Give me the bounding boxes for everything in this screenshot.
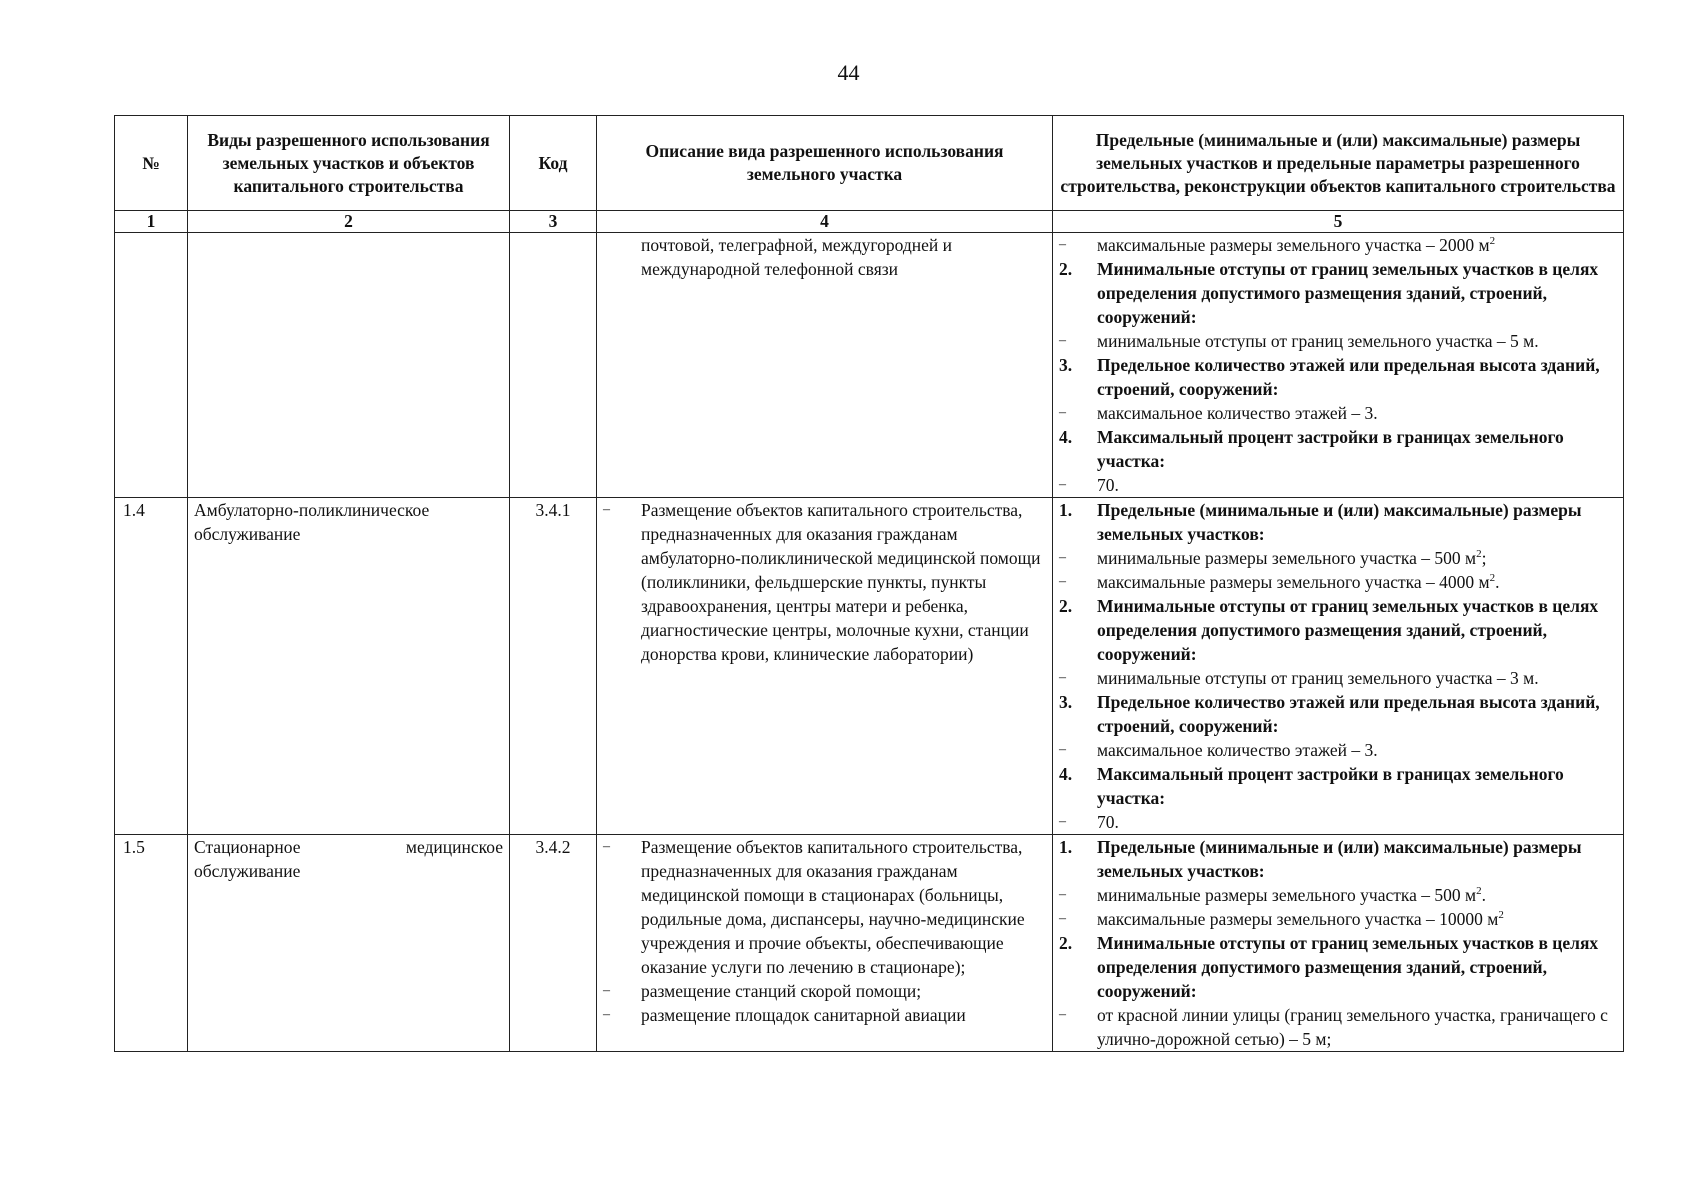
list-text xyxy=(1097,810,1617,834)
list-marker: – xyxy=(1059,550,1066,565)
list-marker: – xyxy=(603,502,610,517)
limit-item xyxy=(1059,835,1617,883)
list-marker: 1. xyxy=(1059,837,1073,857)
row-number: 1.4 xyxy=(115,498,188,835)
list-text-body: Предельное количество этажей или предельная высота зданий, строений, сооружений: xyxy=(1097,692,1600,736)
list-text xyxy=(1097,570,1617,594)
list-marker: – xyxy=(1059,911,1066,926)
list-text xyxy=(1097,257,1617,329)
superscript: 2 xyxy=(1489,572,1496,585)
list-text-body: Предельное количество этажей или предельная высота зданий, строений, сооружений: xyxy=(1097,355,1600,399)
limit-item xyxy=(1059,883,1617,907)
land-use-kind: Стационарное медицинское обслуживание xyxy=(188,835,510,1052)
list-text-body: Минимальные отступы от границ земельных участков в целях определения допустимого размещения зданий, строений, сооружений: xyxy=(1097,259,1599,327)
list-marker: 4. xyxy=(1059,764,1073,784)
list-marker: 2. xyxy=(1059,933,1073,953)
superscript: 2 xyxy=(1476,548,1482,561)
land-use-limits xyxy=(1053,498,1624,835)
limit-item xyxy=(1059,666,1617,690)
list-marker: 1. xyxy=(1059,500,1073,520)
list-text-body: максимальное количество этажей – 3. xyxy=(1097,403,1378,423)
list-marker: – xyxy=(603,1007,610,1022)
list-text xyxy=(1097,425,1617,473)
list-text-body: минимальные размеры земельного участка – 500 м xyxy=(1097,548,1477,568)
limit-item xyxy=(1059,738,1617,762)
list-text-body: Размещение объектов капитального строительства, предназначенных для оказания гражданам амбулаторно-поликлинической медицинской помощи (поликлиники, фельдшерские пункты, пункты здравоохранения, центры матери и ребенка, диагностические центры, молочные кухни, станции донорства крови, клинические лаборатории) xyxy=(641,500,1041,664)
list-text xyxy=(641,1003,1046,1027)
limit-item xyxy=(1059,233,1617,257)
list-marker: – xyxy=(1059,742,1066,757)
description-item xyxy=(603,498,1046,666)
list-text-body: Предельные (минимальные и (или) максимальные) размеры земельных участков: xyxy=(1097,837,1582,881)
table-row xyxy=(115,498,1624,835)
list-text-body: размещение станций скорой помощи; xyxy=(641,981,922,1001)
list-text xyxy=(1097,738,1617,762)
list-text-body: максимальные размеры земельного участка – 10000 м xyxy=(1097,909,1499,929)
limit-item xyxy=(1059,329,1617,353)
list-text xyxy=(641,498,1046,666)
description-continuation: почтовой, телеграфной, междугородней и международной телефонной связи xyxy=(641,235,953,279)
col-number: 4 xyxy=(597,211,1053,233)
column-number-row xyxy=(115,211,1624,233)
land-use-code: 3.4.2 xyxy=(510,835,597,1052)
land-use-limits xyxy=(1053,835,1624,1052)
land-use-code xyxy=(510,233,597,498)
list-marker: – xyxy=(603,839,610,854)
land-use-description xyxy=(597,835,1053,1052)
superscript: 2 xyxy=(1476,885,1482,898)
header-description: Описание вида разрешенного использования земельного участка xyxy=(597,116,1053,211)
header-limits: Предельные (минимальные и (или) максимальные) размеры земельных участков и предельные параметры разрешенного строительства, реконструкции объектов капитального строительства xyxy=(1053,116,1624,211)
list-marker: – xyxy=(1059,477,1066,492)
header-code: Код xyxy=(510,116,597,211)
list-text-body: максимальное количество этажей – 3. xyxy=(1097,740,1378,760)
col-number: 2 xyxy=(188,211,510,233)
table-row xyxy=(115,233,1624,498)
table-row xyxy=(115,835,1624,1052)
list-text xyxy=(1097,690,1617,738)
page-number: 44 xyxy=(837,60,860,85)
list-text-tail: . xyxy=(1481,885,1486,905)
limit-item xyxy=(1059,425,1617,473)
list-text-body: 70. xyxy=(1097,475,1119,495)
list-text xyxy=(641,979,1046,1003)
list-text xyxy=(1097,666,1617,690)
list-text xyxy=(1097,883,1617,907)
land-use-description xyxy=(597,498,1053,835)
list-marker: – xyxy=(1059,670,1066,685)
list-text xyxy=(1097,594,1617,666)
list-text-body: от красной линии улицы (границ земельного участка, граничащего с улично-дорожной сетью) – 5 м; xyxy=(1097,1005,1608,1049)
list-text-body: Размещение объектов капитального строительства, предназначенных для оказания гражданам медицинской помощи в стационарах (больницы, родильные дома, диспансеры, научно-медицинские учреждения и прочие объекты, обеспечивающие оказание услуги по лечению в стационаре); xyxy=(641,837,1025,977)
header-num: № xyxy=(115,116,188,211)
limit-item xyxy=(1059,810,1617,834)
list-marker: 2. xyxy=(1059,259,1073,279)
limit-item xyxy=(1059,907,1617,931)
list-text xyxy=(1097,353,1617,401)
description-item xyxy=(603,835,1046,979)
list-text-body: максимальные размеры земельного участка – 2000 м xyxy=(1097,235,1490,255)
list-marker: – xyxy=(1059,237,1066,252)
list-text-body: размещение площадок санитарной авиации xyxy=(641,1005,966,1025)
header-kinds: Виды разрешенного использования земельных участков и объектов капитального строительства xyxy=(188,116,510,211)
list-marker: – xyxy=(1059,887,1066,902)
list-text-body: Максимальный процент застройки в границах земельного участка: xyxy=(1097,427,1564,471)
header-row xyxy=(115,116,1624,211)
list-text-body: Максимальный процент застройки в границах земельного участка: xyxy=(1097,764,1564,808)
limit-item xyxy=(1059,594,1617,666)
list-marker: – xyxy=(1059,333,1066,348)
zoning-table xyxy=(114,115,1624,1052)
limit-item xyxy=(1059,931,1617,1003)
col-number: 3 xyxy=(510,211,597,233)
list-text xyxy=(1097,473,1617,497)
land-use-kind xyxy=(188,233,510,498)
col-number: 5 xyxy=(1053,211,1624,233)
limit-item xyxy=(1059,1003,1617,1051)
list-marker: – xyxy=(1059,1007,1066,1022)
superscript: 2 xyxy=(1489,235,1496,248)
land-use-description xyxy=(597,233,1053,498)
list-text-body: Минимальные отступы от границ земельных участков в целях определения допустимого размещения зданий, строений, сооружений: xyxy=(1097,933,1599,1001)
list-marker: 2. xyxy=(1059,596,1073,616)
list-text xyxy=(641,835,1046,979)
list-text-body: максимальные размеры земельного участка – 4000 м xyxy=(1097,572,1490,592)
list-text-tail: . xyxy=(1495,572,1500,592)
list-text-body: Предельные (минимальные и (или) максимальные) размеры земельных участков: xyxy=(1097,500,1582,544)
list-text xyxy=(1097,546,1617,570)
limit-item xyxy=(1059,473,1617,497)
list-marker: – xyxy=(1059,574,1066,589)
list-text-body: 70. xyxy=(1097,812,1119,832)
list-text xyxy=(1097,233,1617,257)
limit-item xyxy=(1059,762,1617,810)
list-text xyxy=(1097,762,1617,810)
list-marker: – xyxy=(603,983,610,998)
land-use-limits xyxy=(1053,233,1624,498)
list-text xyxy=(1097,1003,1617,1051)
list-text xyxy=(1097,329,1617,353)
row-number: 1.5 xyxy=(115,835,188,1052)
list-text-body: Минимальные отступы от границ земельных участков в целях определения допустимого размещения зданий, строений, сооружений: xyxy=(1097,596,1599,664)
list-text-tail: ; xyxy=(1481,548,1487,568)
list-marker: – xyxy=(1059,814,1066,829)
list-text xyxy=(1097,835,1617,883)
land-use-code: 3.4.1 xyxy=(510,498,597,835)
list-marker: 3. xyxy=(1059,692,1073,712)
limit-item xyxy=(1059,353,1617,401)
list-marker: – xyxy=(1059,405,1066,420)
superscript: 2 xyxy=(1498,909,1504,922)
list-text xyxy=(1097,401,1617,425)
list-text-body: минимальные отступы от границ земельного участка – 5 м. xyxy=(1097,331,1539,351)
limit-item xyxy=(1059,546,1617,570)
list-text-body: минимальные размеры земельного участка – 500 м xyxy=(1097,885,1477,905)
description-item xyxy=(603,979,1046,1003)
limit-item xyxy=(1059,690,1617,738)
col-number: 1 xyxy=(115,211,188,233)
land-use-kind: Амбулаторно-поликлиническое обслуживание xyxy=(188,498,510,835)
limit-item xyxy=(1059,401,1617,425)
list-text xyxy=(1097,907,1617,931)
list-marker: 4. xyxy=(1059,427,1073,447)
description-item xyxy=(603,1003,1046,1027)
limit-item xyxy=(1059,570,1617,594)
list-text xyxy=(1097,931,1617,1003)
list-text-body: минимальные отступы от границ земельного участка – 3 м. xyxy=(1097,668,1539,688)
list-marker: 3. xyxy=(1059,355,1073,375)
limit-item xyxy=(1059,257,1617,329)
list-text xyxy=(1097,498,1617,546)
limit-item xyxy=(1059,498,1617,546)
row-number xyxy=(115,233,188,498)
